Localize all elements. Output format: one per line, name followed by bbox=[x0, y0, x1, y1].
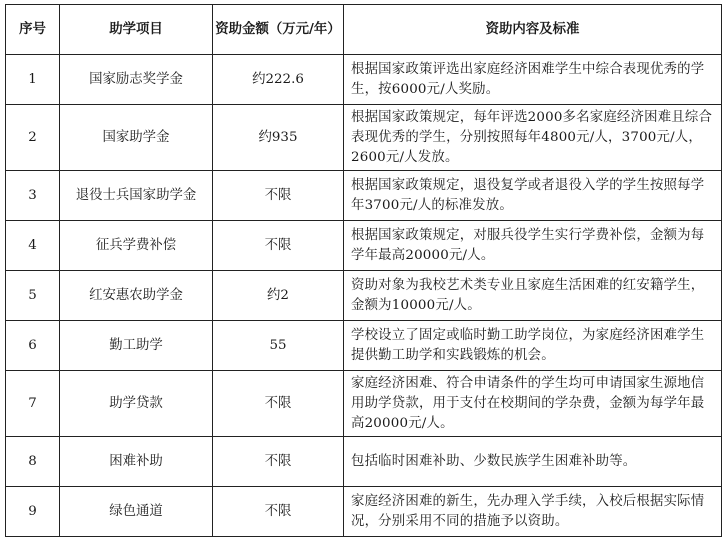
row-name: 国家励志奖学金 bbox=[60, 55, 213, 105]
row-num: 3 bbox=[6, 171, 60, 221]
row-desc: 包括临时困难补助、少数民族学生困难补助等。 bbox=[344, 437, 722, 487]
table-row bbox=[6, 171, 722, 221]
row-amount: 约222.6 bbox=[213, 55, 344, 105]
row-name: 红安惠农助学金 bbox=[60, 271, 213, 321]
row-name: 国家助学金 bbox=[60, 105, 213, 171]
row-num: 7 bbox=[6, 371, 60, 437]
row-num: 2 bbox=[6, 105, 60, 171]
row-amount: 不限 bbox=[213, 437, 344, 487]
table-row bbox=[6, 55, 722, 105]
table-row bbox=[6, 437, 722, 487]
row-num: 4 bbox=[6, 221, 60, 271]
row-amount: 不限 bbox=[213, 221, 344, 271]
row-amount: 约2 bbox=[213, 271, 344, 321]
row-num: 1 bbox=[6, 55, 60, 105]
table-row bbox=[6, 371, 722, 437]
row-amount: 不限 bbox=[213, 487, 344, 537]
table-row bbox=[6, 271, 722, 321]
row-desc: 家庭经济困难、符合申请条件的学生均可申请国家生源地信用助学贷款，用于支付在校期间的学杂费，金额为每学年最高20000元/人。 bbox=[344, 371, 722, 437]
row-amount: 55 bbox=[213, 321, 344, 371]
row-desc: 资助对象为我校艺术类专业且家庭生活困难的红安籍学生，金额为10000元/人。 bbox=[344, 271, 722, 321]
row-amount: 不限 bbox=[213, 371, 344, 437]
table-header-row bbox=[6, 5, 722, 55]
row-desc: 家庭经济困难的新生，先办理入学手续，入校后根据实际情况，分别采用不同的措施予以资助。 bbox=[344, 487, 722, 537]
table-row bbox=[6, 221, 722, 271]
row-name: 助学贷款 bbox=[60, 371, 213, 437]
row-name: 征兵学费补偿 bbox=[60, 221, 213, 271]
aid-projects-table bbox=[5, 4, 722, 537]
row-desc: 学校设立了固定或临时勤工助学岗位，为家庭经济困难学生提供勤工助学和实践锻炼的机会。 bbox=[344, 321, 722, 371]
row-name: 绿色通道 bbox=[60, 487, 213, 537]
row-num: 5 bbox=[6, 271, 60, 321]
row-desc: 根据国家政策规定，每年评选2000多名家庭经济困难且综合表现优秀的学生，分别按照每年4800元/人，3700元/人，2600元/人发放。 bbox=[344, 105, 722, 171]
header-desc: 资助内容及标准 bbox=[344, 5, 722, 55]
row-num: 9 bbox=[6, 487, 60, 537]
table-row bbox=[6, 105, 722, 171]
row-name: 退役士兵国家助学金 bbox=[60, 171, 213, 221]
row-amount: 不限 bbox=[213, 171, 344, 221]
row-name: 困难补助 bbox=[60, 437, 213, 487]
row-name: 勤工助学 bbox=[60, 321, 213, 371]
header-num: 序号 bbox=[6, 5, 60, 55]
row-desc: 根据国家政策规定，对服兵役学生实行学费补偿，金额为每学年最高20000元/人。 bbox=[344, 221, 722, 271]
header-amount: 资助金额（万元/年） bbox=[213, 5, 344, 55]
table-row bbox=[6, 487, 722, 537]
table-row bbox=[6, 321, 722, 371]
header-name: 助学项目 bbox=[60, 5, 213, 55]
row-desc: 根据国家政策规定，退役复学或者退役入学的学生按照每学年3700元/人的标准发放。 bbox=[344, 171, 722, 221]
row-num: 6 bbox=[6, 321, 60, 371]
row-amount: 约935 bbox=[213, 105, 344, 171]
row-desc: 根据国家政策评选出家庭经济困难学生中综合表现优秀的学生，按6000元/人奖励。 bbox=[344, 55, 722, 105]
row-num: 8 bbox=[6, 437, 60, 487]
